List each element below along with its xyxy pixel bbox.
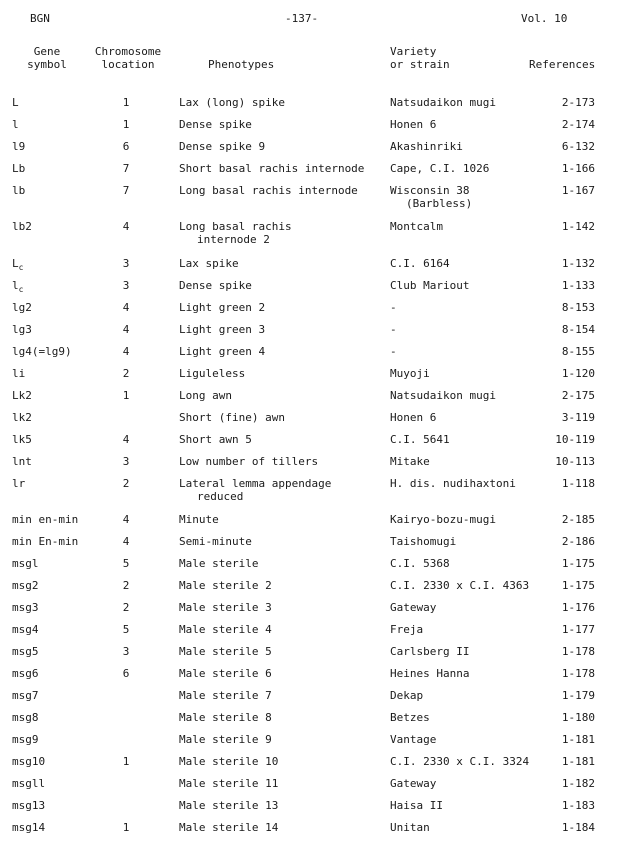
reference: 1-175 [561,579,595,592]
table-row [0,477,617,503]
phenotype [179,799,389,812]
phenotype [179,623,389,636]
reference: 2-174 [561,118,595,131]
gene-symbol [12,411,32,424]
reference: 3-119 [561,411,595,424]
phenotype-line1: Short (fine) awn [179,411,285,424]
phenotype-line1: Light green 4 [179,345,266,358]
phenotype [179,689,389,702]
phenotype-line1: Short basal rachis internode [179,162,365,175]
variety-strain [390,711,555,724]
chromosome-location: 3 [122,257,130,270]
reference: 1-181 [561,755,595,768]
phenotype [179,711,389,724]
variety-strain [390,257,555,270]
reference: 1-178 [561,645,595,658]
table-row [0,755,617,773]
variety-line1: Mitake [390,455,430,468]
gene-symbol [12,220,32,233]
gene-symbol-main: lk5 [12,433,32,446]
table-row [0,579,617,597]
chromosome-location: 4 [122,433,130,446]
variety-line1: Gateway [390,601,437,614]
gene-symbol-main: min en-min [12,513,79,526]
variety-strain [390,279,555,292]
column-header-variety-line2: or strain [390,58,450,71]
journal-abbrev: BGN [30,12,50,25]
phenotype-line1: Dense spike [179,279,252,292]
gene-symbol-main: msg7 [12,689,39,702]
phenotype [179,162,389,175]
gene-symbol-main: msg14 [12,821,46,834]
phenotype-line1: Lax (long) spike [179,96,285,109]
table-row [0,345,617,363]
table-row [0,118,617,136]
table-row [0,96,617,114]
variety-strain [390,667,555,680]
variety-line1: Honen 6 [390,411,437,424]
chromosome-location: 7 [122,162,130,175]
reference: 1-182 [561,777,595,790]
variety-line1: Natsudaikon mugi [390,389,496,402]
variety-line1: Akashinriki [390,140,463,153]
table-row [0,667,617,685]
gene-symbol [12,433,32,446]
reference: 1-118 [561,477,595,490]
table-row [0,455,617,473]
table-row [0,535,617,553]
variety-strain [390,513,555,526]
phenotype-line1: Dense spike 9 [179,140,266,153]
chromosome-location: 4 [122,301,130,314]
table-row [0,323,617,341]
phenotype-line1: Long awn [179,389,232,402]
variety-strain [390,411,555,424]
gene-symbol-main: l [12,118,19,131]
reference: 1-132 [561,257,595,270]
gene-symbol [12,367,25,380]
phenotype [179,513,389,526]
phenotype-line1: Liguleless [179,367,246,380]
gene-symbol [12,477,25,490]
variety-line1: Kairyo-bozu-mugi [390,513,496,526]
phenotype-line1: Male sterile 10 [179,755,279,768]
gene-symbol [12,733,39,746]
variety-line1: Vantage [390,733,437,746]
phenotype [179,477,389,503]
variety-line1: Montcalm [390,220,443,233]
gene-symbol-main: lk2 [12,411,32,424]
reference: 8-154 [561,323,595,336]
variety-strain [390,557,555,570]
reference: 1-178 [561,667,595,680]
gene-symbol [12,389,32,402]
gene-symbol-main: lg4(=lg9) [12,345,72,358]
gene-symbol [12,777,45,790]
table-row [0,623,617,641]
phenotype [179,323,389,336]
phenotype [179,733,389,746]
gene-symbol [12,513,78,526]
table-row [0,140,617,158]
phenotype-line1: Male sterile 6 [179,667,272,680]
phenotype-line1: Low number of tillers [179,455,319,468]
phenotype-line1: Male sterile 8 [179,711,272,724]
variety-line1: Taishomugi [390,535,457,548]
phenotype-line1: Male sterile 9 [179,733,272,746]
variety-strain [390,433,555,446]
gene-symbol-main: msg8 [12,711,39,724]
gene-symbol-main: msg6 [12,667,39,680]
phenotype [179,118,389,131]
gene-symbol [12,755,45,768]
phenotype [179,257,389,270]
variety-strain [390,477,555,490]
phenotype-line1: Male sterile 13 [179,799,279,812]
variety-strain [390,645,555,658]
gene-symbol [12,345,72,358]
variety-strain [390,799,555,812]
reference: 1-176 [561,601,595,614]
variety-line1: Haisa II [390,799,443,812]
variety-line1: C.I. 2330 x C.I. 4363 [390,579,530,592]
variety-line1: Unitan [390,821,430,834]
table-row [0,601,617,619]
chromosome-location: 3 [122,279,130,292]
variety-line1: Muyoji [390,367,430,380]
table-row [0,257,617,275]
table-row [0,557,617,575]
gene-symbol [12,711,39,724]
gene-symbol [12,118,19,131]
gene-symbol [12,162,25,175]
gene-symbol-main: lg2 [12,301,32,314]
chromosome-location: 1 [122,755,130,768]
gene-symbol [12,623,39,636]
column-header-gene-line2: symbol [27,58,67,71]
gene-symbol-main: msg2 [12,579,39,592]
gene-symbol-main: lr [12,477,26,490]
phenotype-line1: Semi-minute [179,535,252,548]
gene-symbol [12,689,39,702]
column-header-chromosome-line1: Chromosome [94,45,162,58]
phenotype [179,140,389,153]
phenotype-line1: Light green 3 [179,323,266,336]
gene-symbol-main: lnt [12,455,32,468]
gene-symbol [12,579,39,592]
page-number: -137- [285,12,319,25]
phenotype-line1: Short awn 5 [179,433,252,446]
gene-symbol-main: msg3 [12,601,39,614]
variety-line1: Cape, C.I. 1026 [390,162,490,175]
chromosome-location: 6 [122,667,130,680]
reference: 1-120 [561,367,595,380]
variety-line1: Betzes [390,711,430,724]
table-row [0,645,617,663]
phenotype-line1: Male sterile [179,557,259,570]
phenotype-line1: Lateral lemma appendage [179,477,332,490]
variety-line1: C.I. 5641 [390,433,450,446]
reference: 2-173 [561,96,595,109]
variety-strain [390,821,555,834]
variety-strain [390,323,555,336]
variety-strain [390,118,555,131]
variety-strain [390,777,555,790]
phenotype-line1: Long basal rachis internode [179,184,358,197]
phenotype-line1: Male sterile 3 [179,601,272,614]
phenotype-line1: Dense spike [179,118,252,131]
chromosome-location: 4 [122,345,130,358]
phenotype [179,535,389,548]
gene-symbol-main: lg3 [12,323,32,336]
gene-symbol [12,96,19,109]
variety-strain [390,140,555,153]
phenotype [179,667,389,680]
gene-symbol-main: L [12,96,19,109]
table-row [0,689,617,707]
variety-line2: (Barbless) [406,197,473,210]
phenotype-line2: internode 2 [197,233,270,246]
reference: 1-142 [561,220,595,233]
variety-line1: Carlsberg II [390,645,470,658]
chromosome-location: 3 [122,455,130,468]
reference: 1-133 [561,279,595,292]
chromosome-location: 5 [122,557,130,570]
reference: 1-180 [561,711,595,724]
gene-symbol-main: l [12,279,19,292]
variety-strain [390,455,555,468]
gene-symbol-main: li [12,367,26,380]
variety-strain [390,367,555,380]
table-row [0,733,617,751]
phenotype [179,301,389,314]
phenotype-line1: Minute [179,513,219,526]
variety-line1: Natsudaikon mugi [390,96,496,109]
table-row [0,367,617,385]
chromosome-location: 4 [122,535,130,548]
chromosome-location: 5 [122,623,130,636]
phenotype-line1: Male sterile 11 [179,777,279,790]
table-row [0,513,617,531]
chromosome-location: 2 [122,601,130,614]
phenotype-line1: Lax spike [179,257,239,270]
gene-symbol-main: msg10 [12,755,46,768]
variety-strain [390,535,555,548]
gene-symbol [12,821,45,834]
variety-strain [390,220,555,233]
variety-strain [390,96,555,109]
chromosome-location: 4 [122,220,130,233]
phenotype [179,821,389,834]
column-header-chromosome-line2: location [101,58,155,71]
gene-symbol-main: L [12,257,19,270]
reference: 1-184 [561,821,595,834]
variety-strain [390,184,555,210]
phenotype [179,279,389,292]
phenotype [179,345,389,358]
phenotype [179,557,389,570]
chromosome-location: 2 [122,579,130,592]
variety-line1: Dekap [390,689,424,702]
gene-symbol [12,799,45,812]
column-header-gene-line1: Gene [33,45,61,58]
phenotype [179,433,389,446]
variety-strain [390,579,555,592]
gene-symbol [12,184,25,197]
reference: 2-175 [561,389,595,402]
table-row [0,301,617,319]
reference: 1-179 [561,689,595,702]
table-row [0,433,617,451]
chromosome-location: 3 [122,645,130,658]
reference: 10-113 [555,455,595,468]
phenotype-line1: Male sterile 14 [179,821,279,834]
gene-symbol-main: msg9 [12,733,39,746]
gene-symbol-main: lb2 [12,220,32,233]
gene-symbol-main: l9 [12,140,26,153]
gene-symbol-main: min En-min [12,535,79,548]
gene-symbol [12,667,39,680]
chromosome-location: 4 [122,513,130,526]
reference: 2-185 [561,513,595,526]
phenotype [179,389,389,402]
variety-strain [390,162,555,175]
table-row [0,777,617,795]
gene-symbol-main: Lk2 [12,389,32,402]
gene-symbol [12,301,32,314]
variety-strain [390,389,555,402]
variety-line1: Wisconsin 38 [390,184,470,197]
phenotype [179,601,389,614]
gene-symbol-main: msg4 [12,623,39,636]
phenotype [179,220,389,246]
phenotype-line1: Long basal rachis [179,220,292,233]
variety-strain [390,733,555,746]
gene-symbol [12,601,39,614]
reference: 1-183 [561,799,595,812]
chromosome-location: 1 [122,118,130,131]
phenotype [179,367,389,380]
variety-line1: C.I. 6164 [390,257,450,270]
column-header-references: References [529,58,596,71]
gene-symbol-main: lb [12,184,26,197]
variety-line1: C.I. 2330 x C.I. 3324 [390,755,530,768]
chromosome-location: 4 [122,323,130,336]
variety-strain [390,345,555,358]
volume-number: Vol. 10 [521,12,568,25]
variety-line1: Freja [390,623,424,636]
variety-line1: - [390,345,397,358]
variety-line1: C.I. 5368 [390,557,450,570]
variety-line1: Club Mariout [390,279,470,292]
gene-symbol-main: msg5 [12,645,39,658]
table-row [0,184,617,210]
phenotype-line1: Male sterile 5 [179,645,272,658]
variety-strain [390,301,555,314]
gene-symbol-main: msgl [12,557,39,570]
variety-line1: - [390,301,397,314]
gene-symbol [12,455,32,468]
chromosome-location: 6 [122,140,130,153]
variety-line1: H. dis. nudihaxtoni [390,477,516,490]
gene-symbol [12,257,23,274]
phenotype [179,777,389,790]
chromosome-location: 1 [122,389,130,402]
table-row [0,162,617,180]
gene-symbol [12,645,39,658]
gene-symbol-main: msg13 [12,799,46,812]
table-row [0,389,617,407]
phenotype [179,755,389,768]
table-row [0,799,617,817]
variety-strain [390,601,555,614]
gene-symbol [12,557,39,570]
reference: 8-153 [561,301,595,314]
reference: 1-177 [561,623,595,636]
table-row [0,821,617,839]
phenotype [179,411,389,424]
table-row [0,220,617,246]
variety-line1: Gateway [390,777,437,790]
phenotype [179,645,389,658]
table-row [0,279,617,297]
variety-line1: - [390,323,397,336]
gene-symbol [12,140,25,153]
gene-symbol-subscript: c [18,263,24,273]
reference: 2-186 [561,535,595,548]
phenotype-line1: Light green 2 [179,301,266,314]
phenotype [179,579,389,592]
gene-symbol-main: Lb [12,162,26,175]
gene-symbol-main: msgll [12,777,46,790]
variety-strain [390,689,555,702]
table-row [0,411,617,429]
gene-symbol-subscript: c [18,285,24,295]
column-header-phenotypes: Phenotypes [208,58,275,71]
gene-symbol [12,279,23,296]
variety-strain [390,755,555,768]
reference: 1-175 [561,557,595,570]
gene-symbol [12,323,32,336]
reference: 1-166 [561,162,595,175]
column-header-variety-line1: Variety [390,45,437,58]
variety-line1: Honen 6 [390,118,437,131]
reference: 1-181 [561,733,595,746]
variety-line1: Heines Hanna [390,667,470,680]
chromosome-location: 2 [122,477,130,490]
chromosome-location: 7 [122,184,130,197]
phenotype [179,96,389,109]
chromosome-location: 1 [122,821,130,834]
reference: 1-167 [561,184,595,197]
phenotype [179,184,389,197]
reference: 6-132 [561,140,595,153]
reference: 10-119 [555,433,595,446]
phenotype-line2: reduced [197,490,244,503]
phenotype-line1: Male sterile 4 [179,623,272,636]
table-row [0,711,617,729]
variety-strain [390,623,555,636]
phenotype-line1: Male sterile 7 [179,689,272,702]
phenotype [179,455,389,468]
gene-symbol [12,535,78,548]
chromosome-location: 1 [122,96,130,109]
chromosome-location: 2 [122,367,130,380]
reference: 8-155 [561,345,595,358]
phenotype-line1: Male sterile 2 [179,579,272,592]
